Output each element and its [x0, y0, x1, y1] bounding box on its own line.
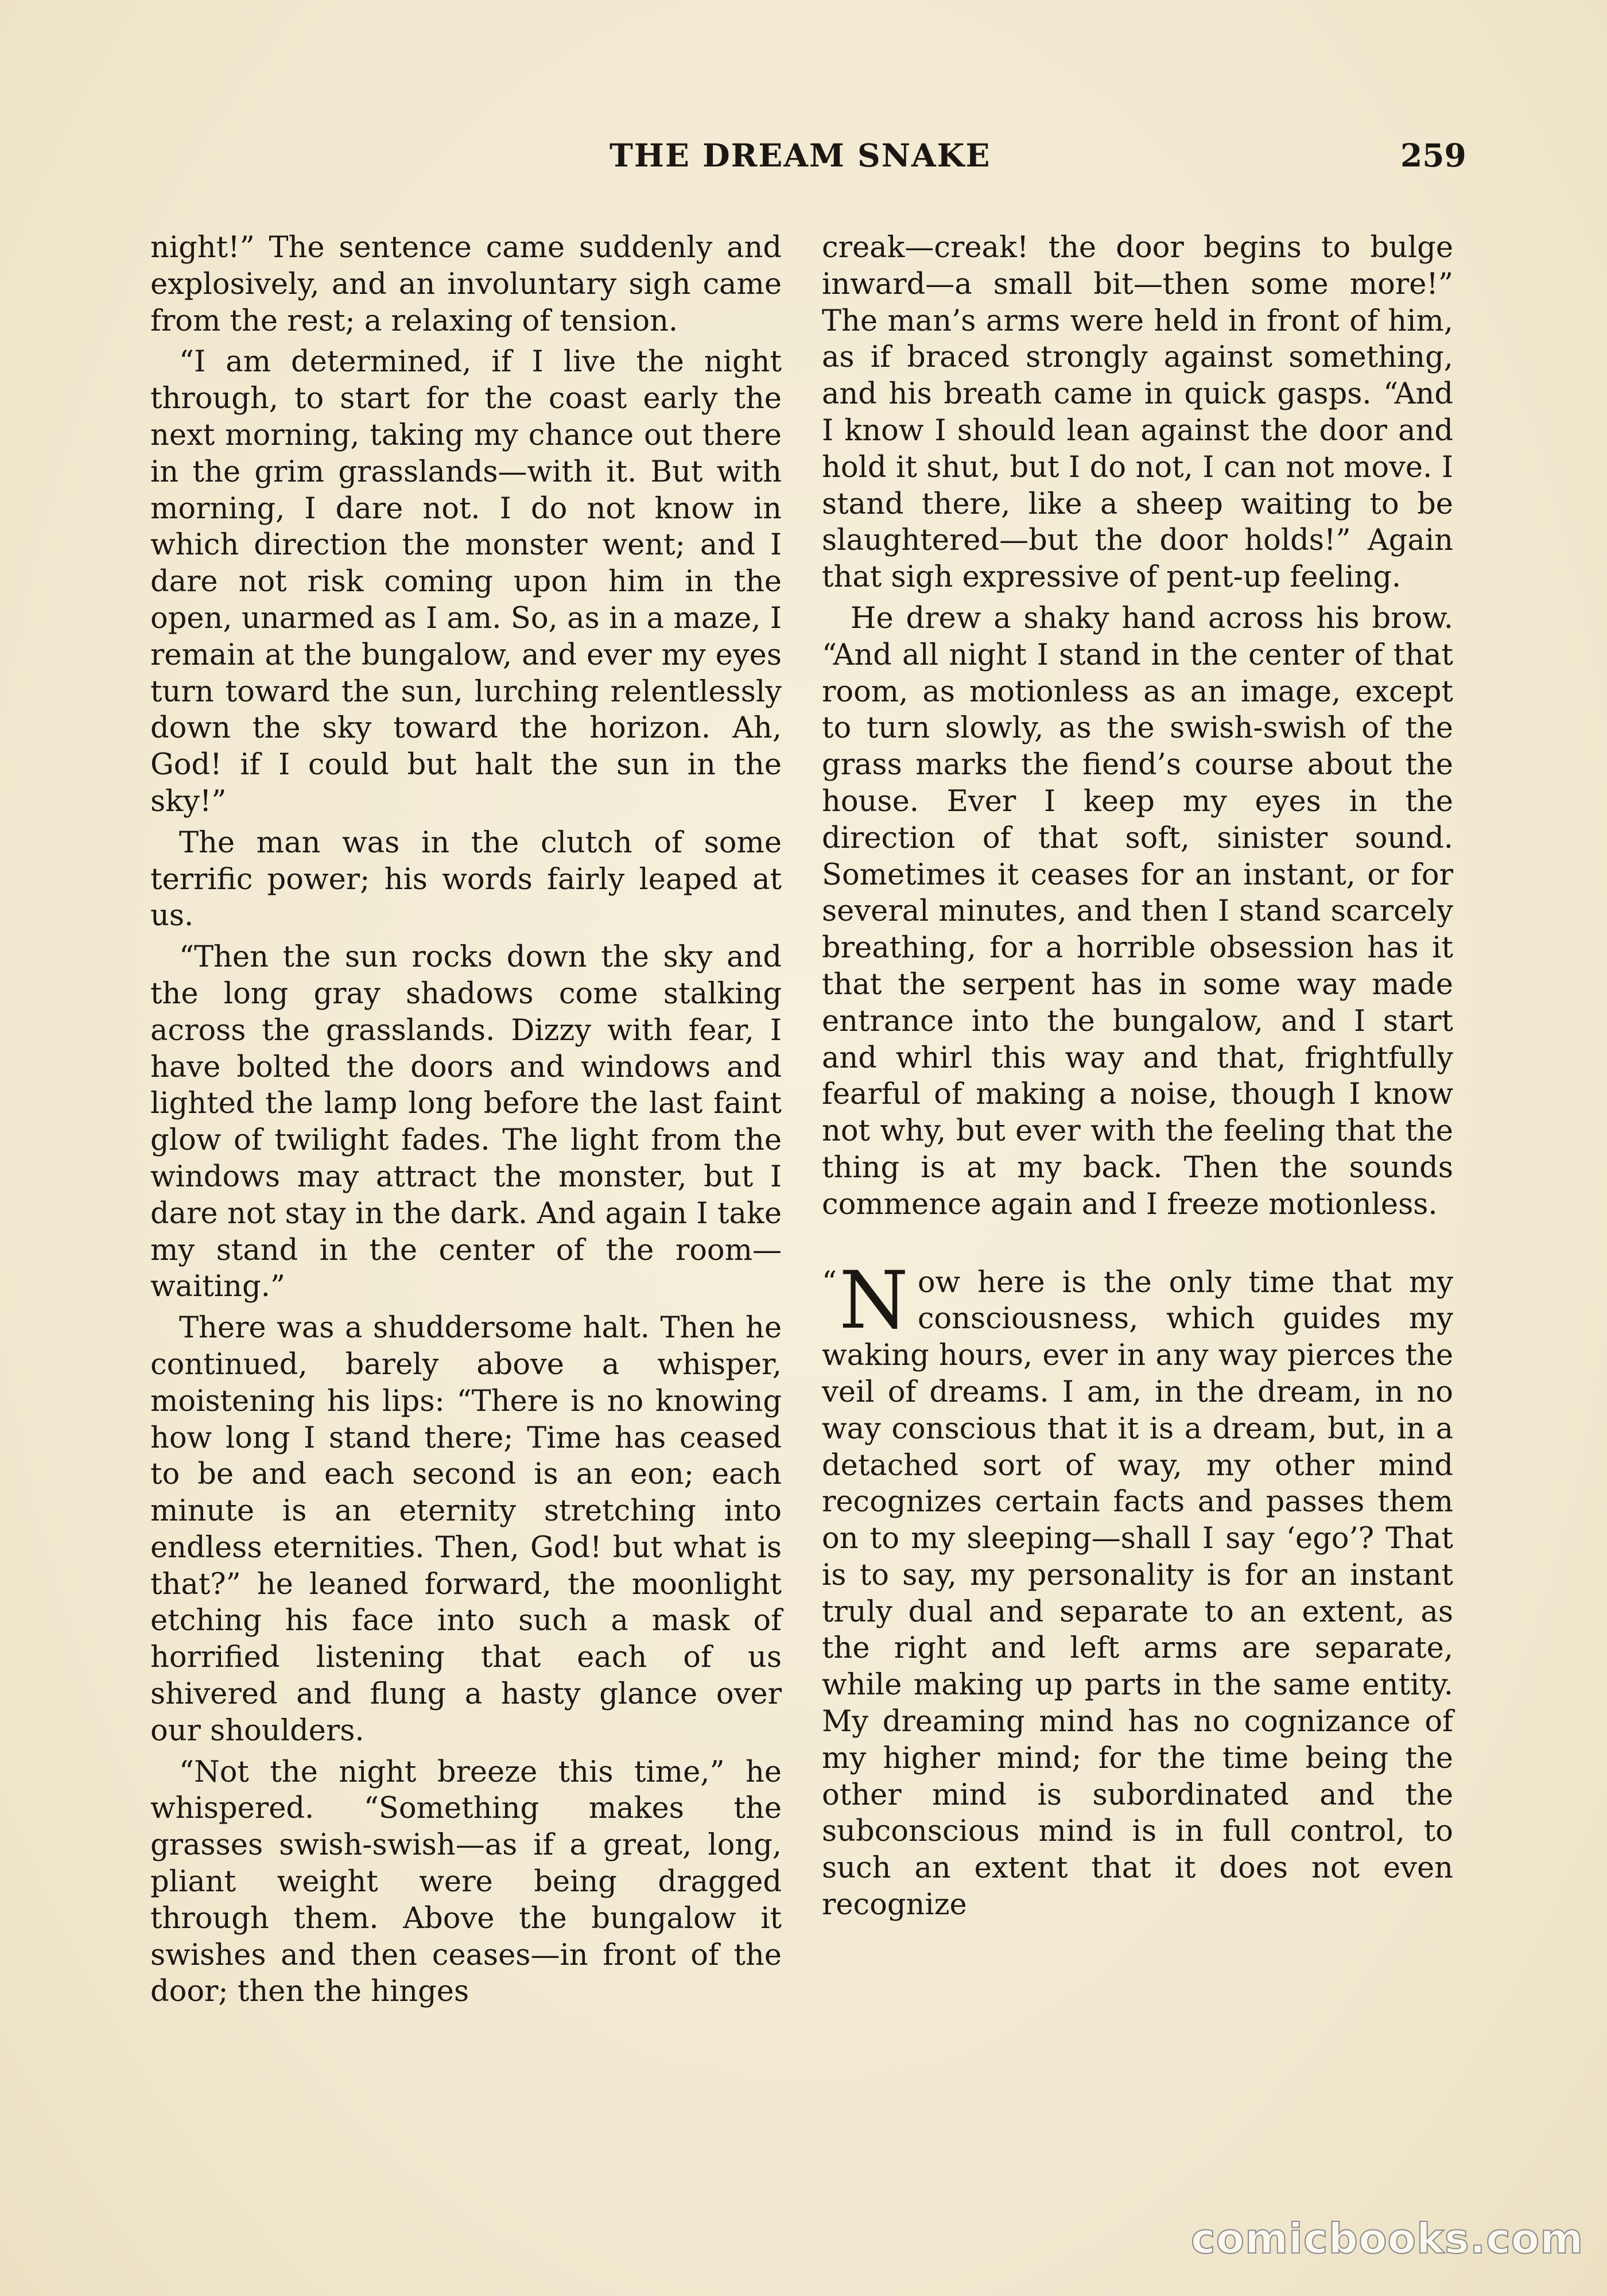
right-column: [822, 230, 1453, 1923]
paragraph: He drew a shaky hand across his brow. “And all night I stand in the center of that room, as motionless as an image, except to turn slowly, as the swish-swish of the grass marks the fiend’s course about the house. Ever I keep my eyes in the direction of that soft, sinister sound. Sometimes it ceases for an instant, or for several minutes, and then I stand scarcely breathing, for a horrible obsession has it that the serpent has in some way made entrance into the bungalow, and I start and whirl this way and that, frightfully fearful of making a noise, though I know not why, but ever with the feeling that the thing is at my back. Then the sounds commence again and I freeze motionless.: [822, 601, 1453, 1221]
paragraph: night!” The sentence came suddenly and explosively, and an involuntary sigh came from the rest; a relaxing of tension.: [150, 231, 782, 338]
opening-quote: “: [822, 1265, 837, 1300]
paragraph: There was a shuddersome halt. Then he continued, barely above a whisper, moistening his lips: “There is no knowing how long I stand there; Time has ceased to be and each second is an eon; each minute is an eternity stretching into endless eternities. Then, God! but what is that?” he leaned forward, the moonlight etching his face into such a mask of horrified listening that each of us shivered and flung a hasty glance over our shoulders.: [150, 1311, 782, 1748]
paragraph: “Then the sun rocks down the sky and the long gray shadows come stalking across the grasslands. Dizzy with fear, I have bolted the doors and windows and lighted the lamp long before the last faint glow of twilight fades. The light from the windows may attract the monster, but I dare not stay in the dark. And again I take my stand in the center of the room—waiting.”: [150, 940, 782, 1304]
paragraph: “Not the night breeze this time,” he whispered. “Something makes the grasses swish-swish—as if a great, long, pliant weight were being dragged through them. Above the bungalow it swishes and then ceases—in front of the door; then the hinges: [150, 1755, 782, 2009]
dropcap-paragraph: [822, 1254, 1453, 1923]
paragraph: “I am determined, if I live the night through, to start for the coast early the next morning, taking my chance out there in the grim grasslands—with it. But with morning, I dare not. I do not know in which direction the monster went; and I dare not risk coming upon him in the open, unarmed as I am. So, as in a maze, I remain at the bungalow, and ever my eyes turn toward the sun, lurching relentlessly down the sky toward the horizon. Ah, God! if I could but halt the sun in the sky!”: [150, 345, 782, 819]
left-column: [150, 230, 782, 2015]
section-break: [822, 1228, 1453, 1265]
paragraph: The man was in the clutch of some terrific power; his words fairly leaped at us.: [150, 825, 782, 933]
page-number: 259: [1400, 137, 1466, 174]
dropcap-paragraph-text: ow here is the only time that my consciousness, which guides my waking hours, ever in any way pierces the veil of dreams. I am, in the dream, in no way conscious that it is a dream, but, in a detached sort of way, my other mind recognizes certain facts and passes them on to my sleeping—shall I say ‘ego’? That is to say, my personality is for an instant truly dual and separate to an extent, as the right and left arms are separate, while making up parts in the same entity. My dreaming mind has no cognizance of my higher mind; for the time being the other mind is subordinated and the subconscious mind is in full control, to such an extent that it does not even recognize: [822, 1265, 1453, 1922]
watermark-logo: comicbooks.com: [1191, 2214, 1584, 2263]
drop-cap-letter: N: [839, 1254, 909, 1347]
running-head-title: THE DREAM SNAKE: [610, 137, 991, 174]
paragraph: creak—creak! the door begins to bulge inward—a small bit—then some more!” The man’s arms were held in front of him, as if braced strongly against something, and his breath came in quick gasps. “And I know I should lean against the door and hold it shut, but I do not, I can not move. I stand there, like a sheep waiting to be slaughtered—but the door holds!” Again that sigh expressive of pent-up feeling.: [822, 231, 1453, 595]
